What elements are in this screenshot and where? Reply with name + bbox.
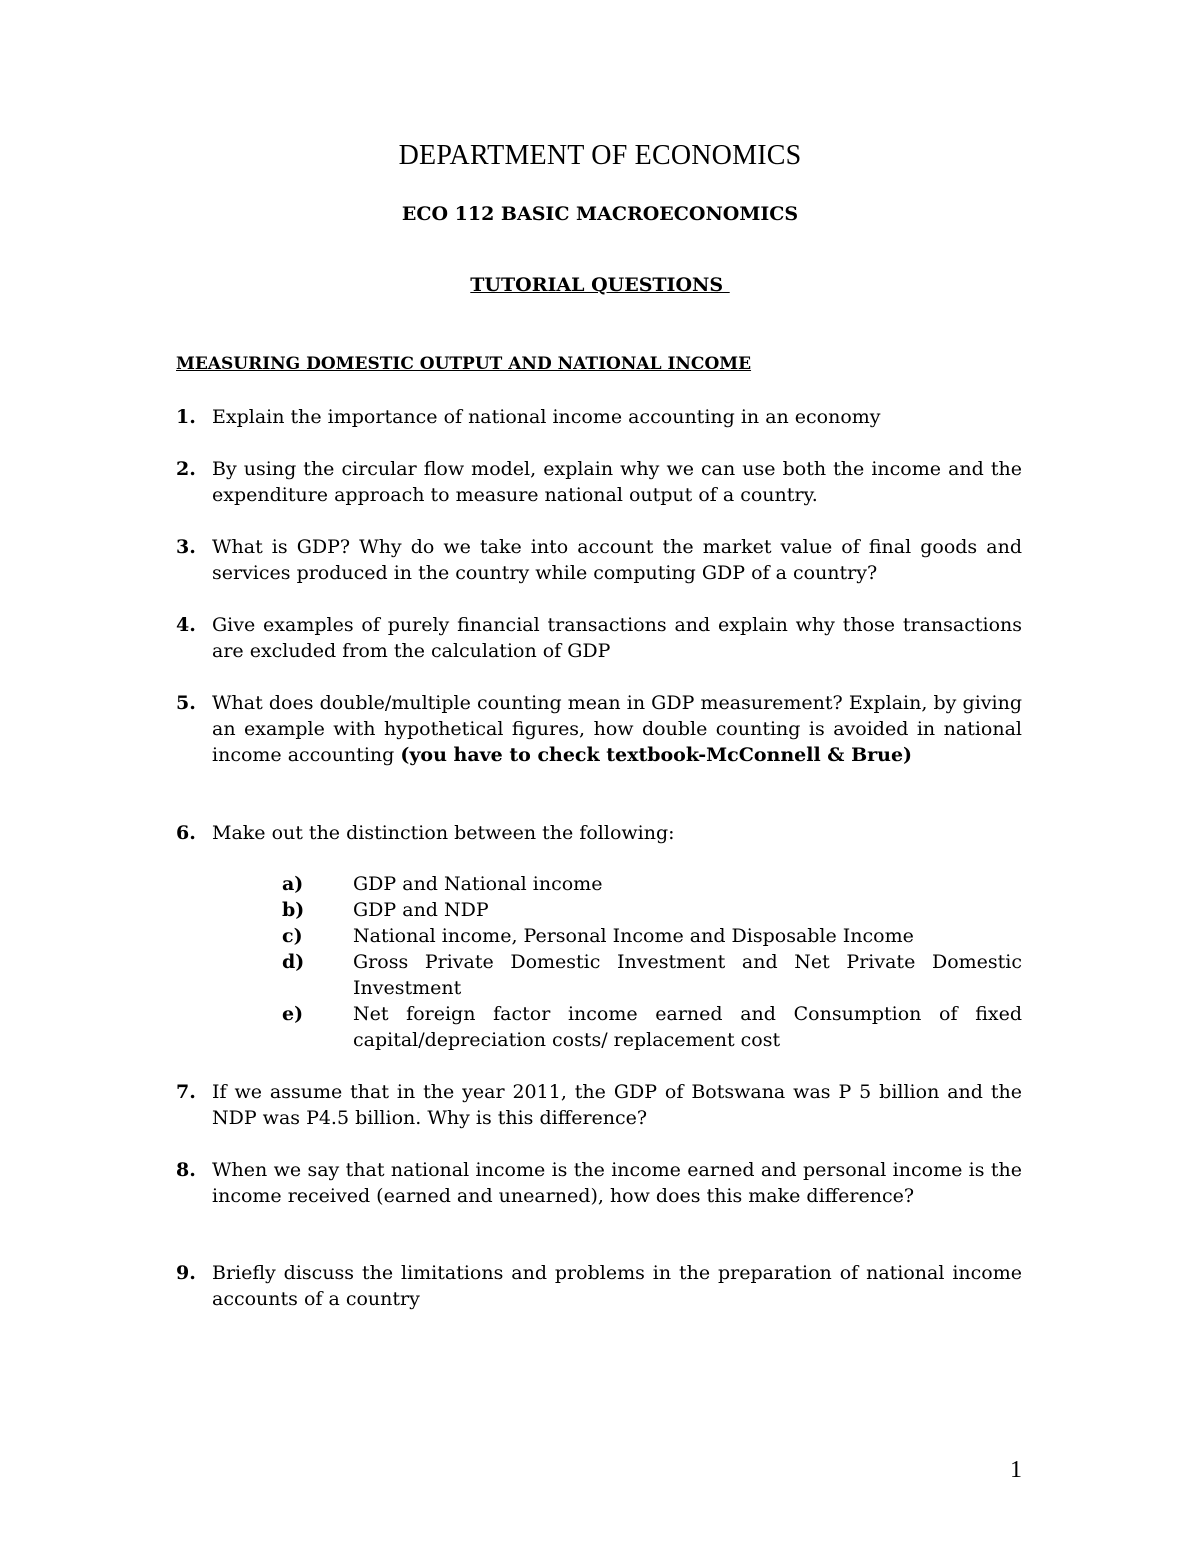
question-6 [176,820,1022,846]
page-number: 1 [1010,1457,1022,1483]
tutorial-heading-text: TUTORIAL QUESTIONS [470,274,730,296]
sub-item-b [282,897,1022,923]
question-9 [176,1260,1022,1312]
sub-item-c [282,923,1022,949]
sub-item-label: d) [282,951,305,973]
question-2 [176,456,1022,508]
sub-item-e [282,1001,1022,1053]
question-text: What is GDP? Why do we take into account the market value of final goods and services produced in the country while computing GDP of a country? [212,536,1022,584]
sub-item-label: a) [282,873,304,895]
question-5 [176,690,1022,768]
sub-item-a [282,871,1022,897]
question-number: 2. [176,458,196,480]
tutorial-heading [0,274,1200,296]
question-text-plain: What does double/multiple counting mean in GDP measurement? Explain, by giving an example with hypothetical figures, how double counting is avoided in national income accounting [212,692,1022,766]
sub-item-d [282,949,1022,1001]
question-number: 1. [176,406,196,428]
department-title: DEPARTMENT OF ECONOMICS [398,140,802,171]
textbook-note: (you have to check textbook-McConnell & Brue) [400,744,913,766]
question-text: Give examples of purely financial transactions and explain why those transactions are excluded from the calculation of GDP [212,614,1022,662]
question-1 [176,404,1022,430]
sub-item-text: National income, Personal Income and Disposable Income [353,925,914,947]
question-text: If we assume that in the year 2011, the GDP of Botswana was P 5 billion and the NDP was P4.5 billion. Why is this difference? [212,1081,1022,1129]
section-title: MEASURING DOMESTIC OUTPUT AND NATIONAL INCOME [176,354,752,374]
sub-item-label: b) [282,899,305,921]
question-7 [176,1079,1022,1131]
question-3 [176,534,1022,586]
question-number: 4. [176,614,196,636]
question-number: 9. [176,1262,196,1284]
sub-item-text: GDP and NDP [353,899,489,921]
question-text [212,690,1022,768]
question-number: 8. [176,1159,196,1181]
question-text: By using the circular flow model, explain why we can use both the income and the expenditure approach to measure national output of a country. [212,458,1022,506]
sub-item-text: Net foreign factor income earned and Consumption of fixed capital/depreciation costs/ replacement cost [353,1003,1022,1051]
question-text: Briefly discuss the limitations and problems in the preparation of national income accounts of a country [212,1262,1022,1310]
question-text: When we say that national income is the income earned and personal income is the income received (earned and unearned), how does this make difference? [212,1159,1022,1207]
sub-item-label: e) [282,1003,304,1025]
sub-item-label: c) [282,925,303,947]
question-text: Make out the distinction between the following: [212,822,675,844]
sub-item-text: Gross Private Domestic Investment and Net Private Domestic Investment [353,951,1022,999]
question-4 [176,612,1022,664]
sub-item-text: GDP and National income [353,873,603,895]
question-number: 6. [176,822,196,844]
question-8 [176,1157,1022,1209]
course-title: ECO 112 BASIC MACROECONOMICS [401,203,799,225]
question-number: 5. [176,692,196,714]
question-number: 3. [176,536,196,558]
question-number: 7. [176,1081,196,1103]
question-text: Explain the importance of national income accounting in an economy [212,406,881,428]
